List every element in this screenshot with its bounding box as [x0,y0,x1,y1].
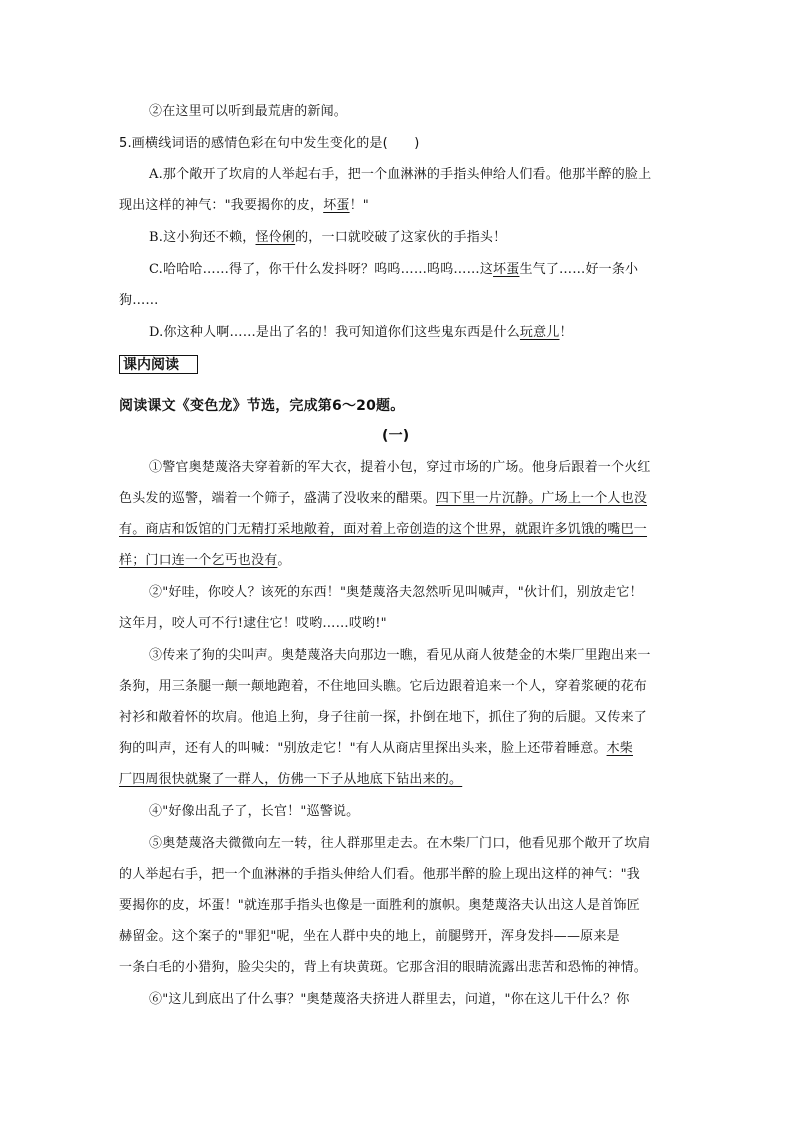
paragraph-3-line-4 [119,741,633,757]
option-a-line-1: A.那个敞开了坎肩的人举起右手，把一个血淋淋的手指头伸给人们看。他那半醉的脸上 [149,167,652,182]
option-b-text: B.这小狗还不赖， [149,230,256,245]
option-c-line-2: 狗…… [119,293,159,308]
option-a-underlined-word: 坏蛋 [323,198,350,213]
section-heading-box [119,355,198,374]
part-title: (一) [382,428,410,444]
paragraph-3-line-3: 衬衫和敞着怀的坎肩。他追上狗，身子往前一探，扑倒在地下，抓住了狗的后腿。又传来了 [119,710,648,725]
paragraph-5-line-3: 要揭你的皮，坏蛋！"就连那手指头也像是一面胜利的旗帜。奥楚蔑洛夫认出这人是首饰匠 [119,898,640,913]
question-5-stem: 5.画横线词语的感情色彩在句中发生变化的是( ) [119,136,420,151]
paragraph-3-text: 狗的叫声，还有人的叫喊："别放走它！"有人从商店里探出头来，脸上还带着睡意。 [119,741,607,756]
paragraph-2-line-2: 这年月，咬人可不行!逮住它！哎哟……哎哟!" [119,616,387,631]
option-c-text: C.哈哈哈……得了，你干什么发抖呀？呜呜……呜呜……这 [149,262,494,277]
option-b-underlined-word: 怪伶俐 [255,230,296,245]
option-d-tail: ！ [559,325,573,340]
paragraph-1-line-3 [119,522,647,538]
paragraph-5-line-4: 赫留金。这个案子的"罪犯"呢，坐在人群中央的地上，前腿劈开，浑身发抖——原来是 [119,929,620,944]
paragraph-5-line-2: 的人举起右手，把一个血淋淋的手指头伸给人们看。他那半醉的脸上现出这样的神气："我 [119,867,640,882]
question-item-2: ②在这里可以听到最荒唐的新闻。 [149,104,348,119]
option-a-tail: ！" [349,198,369,213]
paragraph-1-line-4 [119,553,291,569]
option-a-line-2 [119,198,369,214]
paragraph-1-underlined-text-2: 有。商店和饭馆的门无精打采地敞着，面对着上帝创造的这个世界，就跟许多饥饿的嘴巴一 [119,522,648,537]
option-c-tail: 生气了……好一条小 [519,262,639,277]
reading-instruction: 阅读课文《变色龙》节选，完成第6～20题。 [119,398,405,414]
option-c-line-1 [149,262,638,278]
paragraph-3-line-2: 条狗，用三条腿一颠一颠地跑着，不住地回头瞧。它后边跟着追来一个人，穿着浆硬的花布 [119,679,648,694]
paragraph-6-line-1: ⑥"这儿到底出了什么事？"奥楚蔑洛夫挤进人群里去，问道，"你在这儿干什么？你 [149,992,630,1007]
paragraph-1-underlined-text-3: 样；门口连一个乞丐也没有 [119,553,278,568]
option-b [149,230,506,246]
paragraph-3-line-5 [119,772,462,788]
paragraph-3-underlined-text: 木柴 [606,741,633,756]
paragraph-3-line-1: ③传来了狗的尖叫声。奥楚蔑洛夫向那边一瞧，看见从商人彼楚金的木柴厂里跑出来一 [149,648,651,663]
option-c-underlined-word: 坏蛋 [493,262,520,277]
option-b-tail: 的，一口就咬破了这家伙的手指头！ [295,230,507,245]
option-a-text: 现出这样的神气："我要揭你的皮， [119,198,324,213]
paragraph-1-line-2 [119,491,647,507]
paragraph-4: ④"好像出乱子了，长官！"巡警说。 [149,804,360,819]
option-d-text: D.你这种人啊……是出了名的！我可知道你们这些鬼东西是什么 [149,325,520,340]
option-d [149,325,573,341]
paragraph-5-line-5: 一条白毛的小猎狗，脸尖尖的，背上有块黄斑。它那含泪的眼睛流露出悲苦和恐怖的神情。 [119,960,648,975]
paragraph-1-text: 色头发的巡警，端着一个筛子，盛满了没收来的醋栗。 [119,491,436,506]
paragraph-1-line-1: ①警官奥楚蔑洛夫穿着新的军大衣，提着小包，穿过市场的广场。他身后跟着一个火红 [149,460,651,475]
paragraph-1-tail: 。 [277,553,291,568]
paragraph-5-line-1: ⑤奥楚蔑洛夫微微向左一转，往人群那里走去。在木柴厂门口，他看见那个敞开了坎肩 [149,836,651,851]
paragraph-3-underlined-text-2: 厂四周很快就聚了一群人，仿佛一下子从地底下钻出来的。 [119,772,463,787]
paragraph-2-line-1: ②"好哇，你咬人？该死的东西！"奥楚蔑洛夫忽然听见叫喊声，"伙计们，别放走它！ [149,585,643,600]
paragraph-1-underlined-text: 四下里一片沉静。广场上一个人也没 [435,491,648,506]
option-d-underlined-word: 玩意儿 [519,325,560,340]
section-heading-label: 课内阅读 [123,357,179,373]
